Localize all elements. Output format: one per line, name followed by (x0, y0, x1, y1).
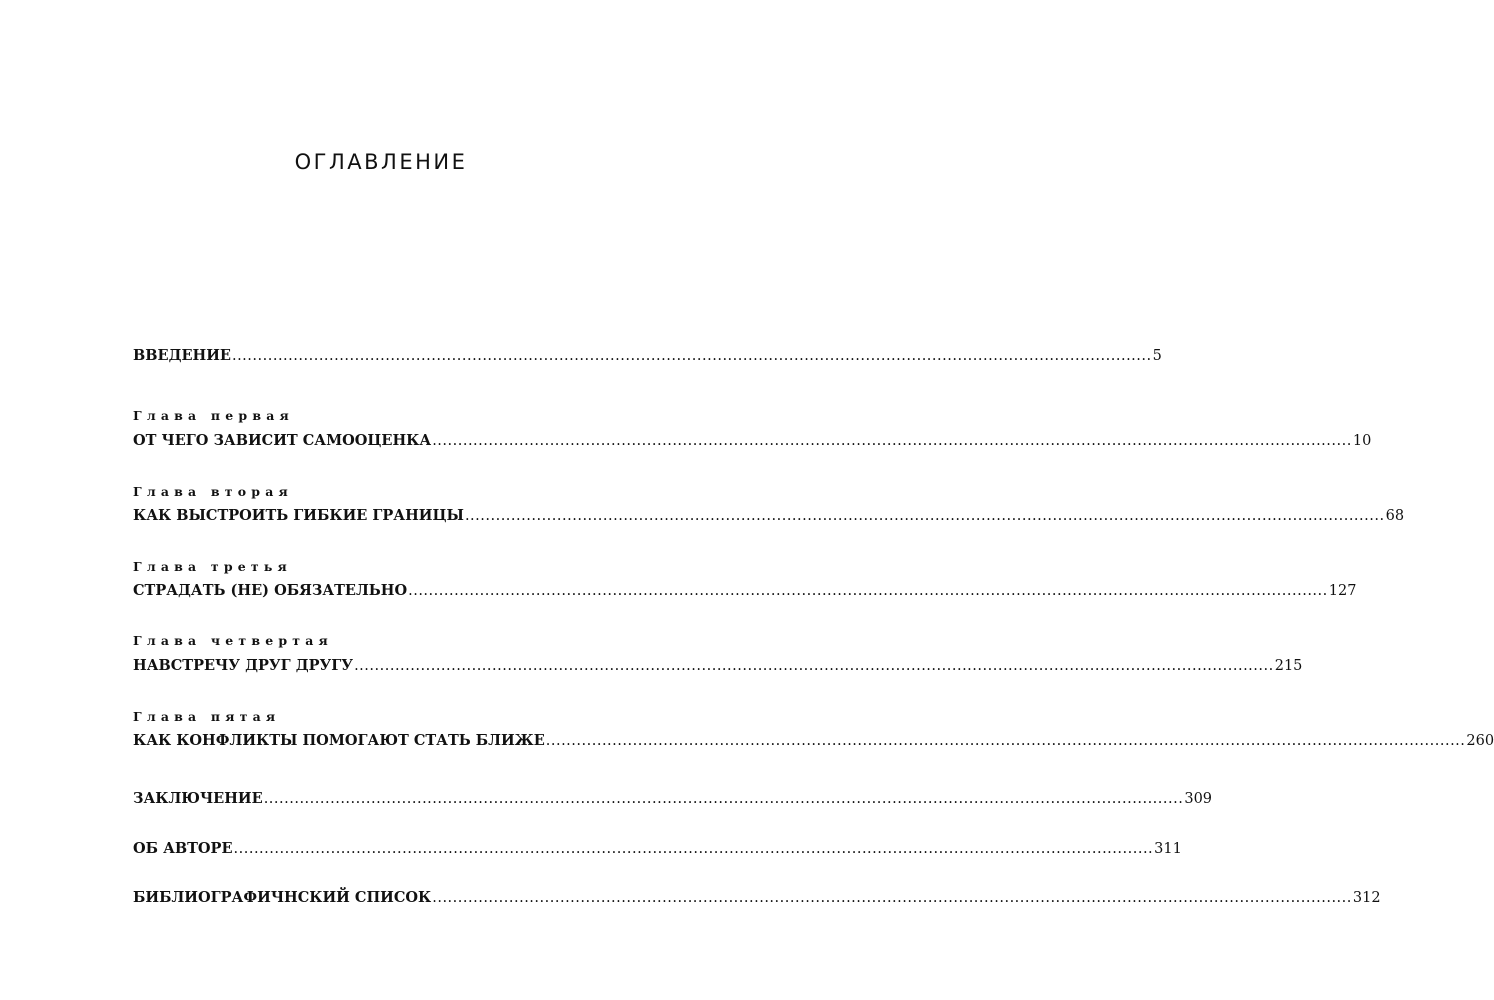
chapter-label: Глава первая (133, 408, 294, 423)
toc-entry-bibliography[interactable] (133, 889, 1381, 907)
toc-entry-page: 312 (1352, 890, 1381, 906)
dot-leader: .................................................................................................................................................................................... (231, 348, 1152, 364)
toc-entry-page: 309 (1184, 791, 1213, 807)
toc-entry-chapter-1[interactable] (133, 432, 1372, 450)
toc-entry-chapter-3[interactable] (133, 582, 1357, 600)
toc-entry-title: БИБЛИОГРАФИЧНСКИЙ СПИСОК (133, 889, 432, 906)
toc-entry-chapter-2[interactable] (133, 507, 1405, 525)
toc-entry-title: ЗАКЛЮЧЕНИЕ (133, 790, 263, 807)
dot-leader: .................................................................................................................................................................................... (464, 508, 1385, 524)
toc-entry-intro[interactable] (133, 347, 1162, 365)
toc-entry-chapter-4[interactable] (133, 657, 1303, 675)
toc-entry-title: КАК ВЫСТРОИТЬ ГИБКИЕ ГРАНИЦЫ (133, 507, 464, 524)
dot-leader: .................................................................................................................................................................................... (408, 583, 1328, 599)
toc-entry-title: ОТ ЧЕГО ЗАВИСИТ САМООЦЕНКА (133, 432, 432, 449)
toc-entry-page: 311 (1154, 841, 1182, 857)
toc-entry-about-author[interactable] (133, 840, 1182, 858)
dot-leader: .................................................................................................................................................................................... (354, 658, 1274, 674)
toc-entry-title: НАВСТРЕЧУ ДРУГ ДРУГУ (133, 657, 354, 674)
dot-leader: .................................................................................................................................................................................... (545, 733, 1466, 749)
table-of-contents (133, 0, 1494, 1000)
dot-leader: .................................................................................................................................................................................... (432, 433, 1352, 449)
toc-entry-title: ВВЕДЕНИЕ (133, 347, 231, 364)
toc-entry-title: СТРАДАТЬ (НЕ) ОБЯЗАТЕЛЬНО (133, 582, 408, 599)
chapter-label: Глава третья (133, 559, 292, 574)
toc-entry-page: 68 (1385, 508, 1405, 524)
toc-entry-page: 5 (1152, 348, 1162, 364)
toc-entry-title: КАК КОНФЛИКТЫ ПОМОГАЮТ СТАТЬ БЛИЖЕ (133, 732, 545, 749)
toc-entry-title: ОБ АВТОРЕ (133, 840, 233, 857)
chapter-label: Глава пятая (133, 709, 281, 724)
toc-entry-chapter-5[interactable] (133, 732, 1494, 750)
dot-leader: .................................................................................................................................................................................... (263, 791, 1184, 807)
chapter-label: Глава вторая (133, 484, 293, 499)
chapter-label: Глава четвертая (133, 633, 333, 648)
dot-leader: .................................................................................................................................................................................... (432, 890, 1352, 906)
page-title: ОГЛАВЛЕНИЕ (294, 150, 468, 174)
toc-entry-page: 215 (1274, 658, 1303, 674)
toc-entry-page: 260 (1466, 733, 1494, 749)
toc-entry-page: 10 (1352, 433, 1372, 449)
dot-leader: .................................................................................................................................................................................... (233, 841, 1154, 857)
toc-entry-conclusion[interactable] (133, 790, 1213, 808)
toc-entry-page: 127 (1328, 583, 1357, 599)
